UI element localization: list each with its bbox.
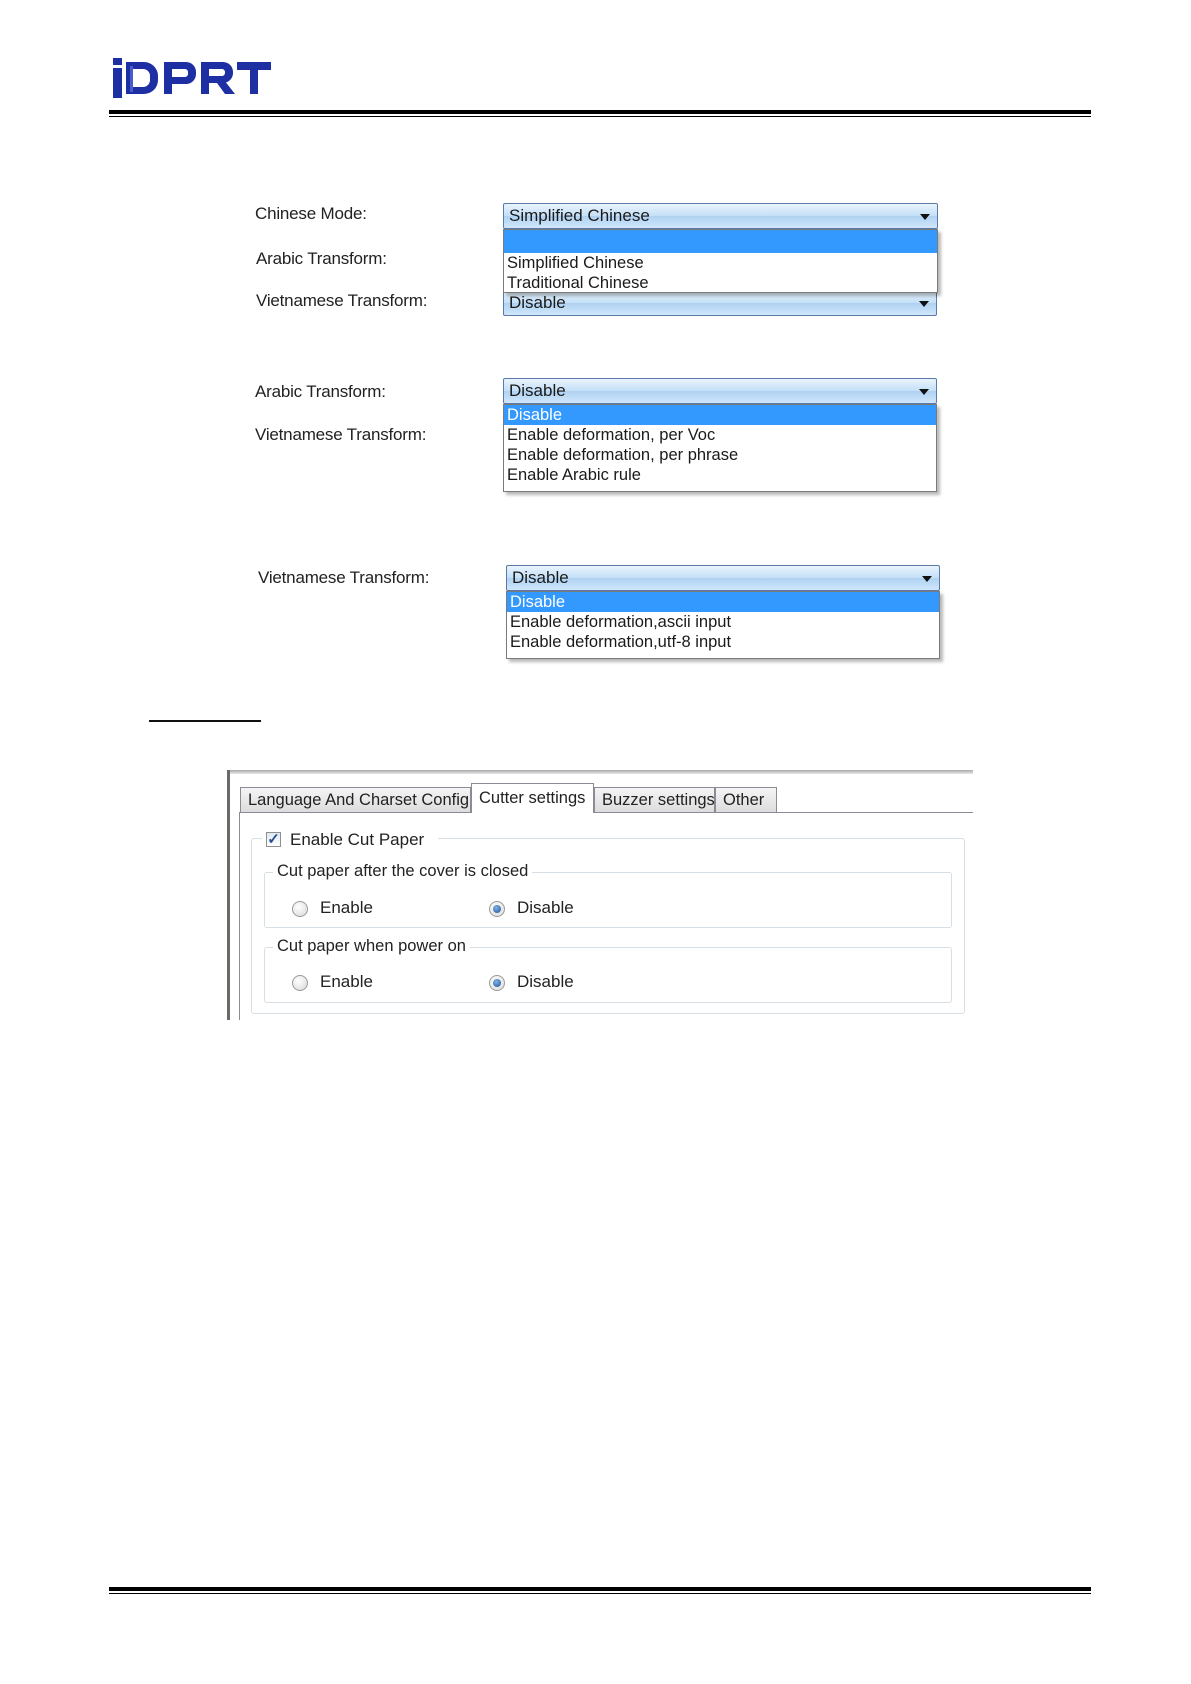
power-on-enable-label: Enable [320,972,373,991]
tab-panel-border [239,812,240,1020]
vietnamese-transform-select[interactable] [503,290,937,316]
chinese-mode-value: Simplified Chinese [509,206,650,225]
tab-buzzer-settings[interactable]: Buzzer settings [594,787,715,812]
cover-closed-disable-label: Disable [517,898,574,917]
footer-rule-thick [109,1587,1091,1591]
chevron-down-icon [920,214,930,220]
cover-closed-enable-radio[interactable] [292,901,308,917]
tab-baseline [239,812,973,813]
dropdown-option[interactable]: Disable [504,405,936,425]
cut-when-power-on-title: Cut paper when power on [273,937,470,956]
tab-cutter-settings[interactable]: Cutter settings [471,783,594,813]
enable-cut-paper-checkbox-wrap[interactable] [262,829,438,851]
arabic-transform-label: Arabic Transform: [256,249,387,268]
dropdown-option[interactable]: Enable deformation,utf-8 input [510,633,732,651]
vietnamese-transform-label: Vietnamese Transform: [255,425,427,444]
vietnamese-transform-select[interactable] [506,565,940,591]
vietnamese-transform-dropdown [506,591,940,659]
dropdown-option[interactable]: Simplified Chinese [507,254,644,272]
chinese-mode-select[interactable] [503,203,938,229]
vietnamese-transform-label: Vietnamese Transform: [258,568,430,587]
arabic-transform-select[interactable] [503,378,937,404]
chinese-mode-label: Chinese Mode: [255,204,367,223]
power-on-enable-radio[interactable] [292,975,308,991]
vietnamese-transform-label: Vietnamese Transform: [256,291,428,310]
enable-cut-paper-checkbox[interactable] [266,832,281,847]
header-rule-thin [109,116,1091,117]
dropdown-option[interactable] [504,230,937,253]
tab-language-charset[interactable]: Language And Charset Config [240,787,471,812]
checkmark-icon: ✓ [267,831,280,848]
dropdown-option[interactable]: Enable deformation, per phrase [507,446,739,464]
vietnamese-transform-value: Disable [509,293,566,312]
chevron-down-icon [919,389,929,395]
dropdown-option[interactable]: Disable [507,592,939,612]
dropdown-option[interactable]: Traditional Chinese [507,274,649,292]
arabic-transform-dropdown [503,404,937,492]
tab-other[interactable]: Other [715,787,777,812]
footer-rule-thin [109,1593,1091,1594]
arabic-transform-value: Disable [509,381,566,400]
header-rule-thick [109,110,1091,114]
power-on-disable-radio[interactable] [489,975,505,991]
arabic-transform-label: Arabic Transform: [255,382,386,401]
dropdown-option[interactable]: Enable Arabic rule [507,466,641,484]
chinese-mode-dropdown [503,229,938,293]
dialog-frame-top [227,770,973,774]
dialog-frame-left [227,770,230,1020]
idprt-logo [113,58,271,100]
dropdown-option[interactable]: Enable deformation, per Voc [507,426,716,444]
cover-closed-disable-radio[interactable] [489,901,505,917]
chevron-down-icon [922,576,932,582]
chevron-down-icon [919,301,929,307]
enable-cut-paper-label: Enable Cut Paper [290,830,425,849]
cover-closed-enable-label: Enable [320,898,373,917]
dropdown-option[interactable]: Enable deformation,ascii input [510,613,732,631]
power-on-disable-label: Disable [517,972,574,991]
vietnamese-transform-value: Disable [512,568,569,587]
underline-rule [149,720,261,722]
cut-after-cover-closed-title: Cut paper after the cover is closed [273,862,532,881]
